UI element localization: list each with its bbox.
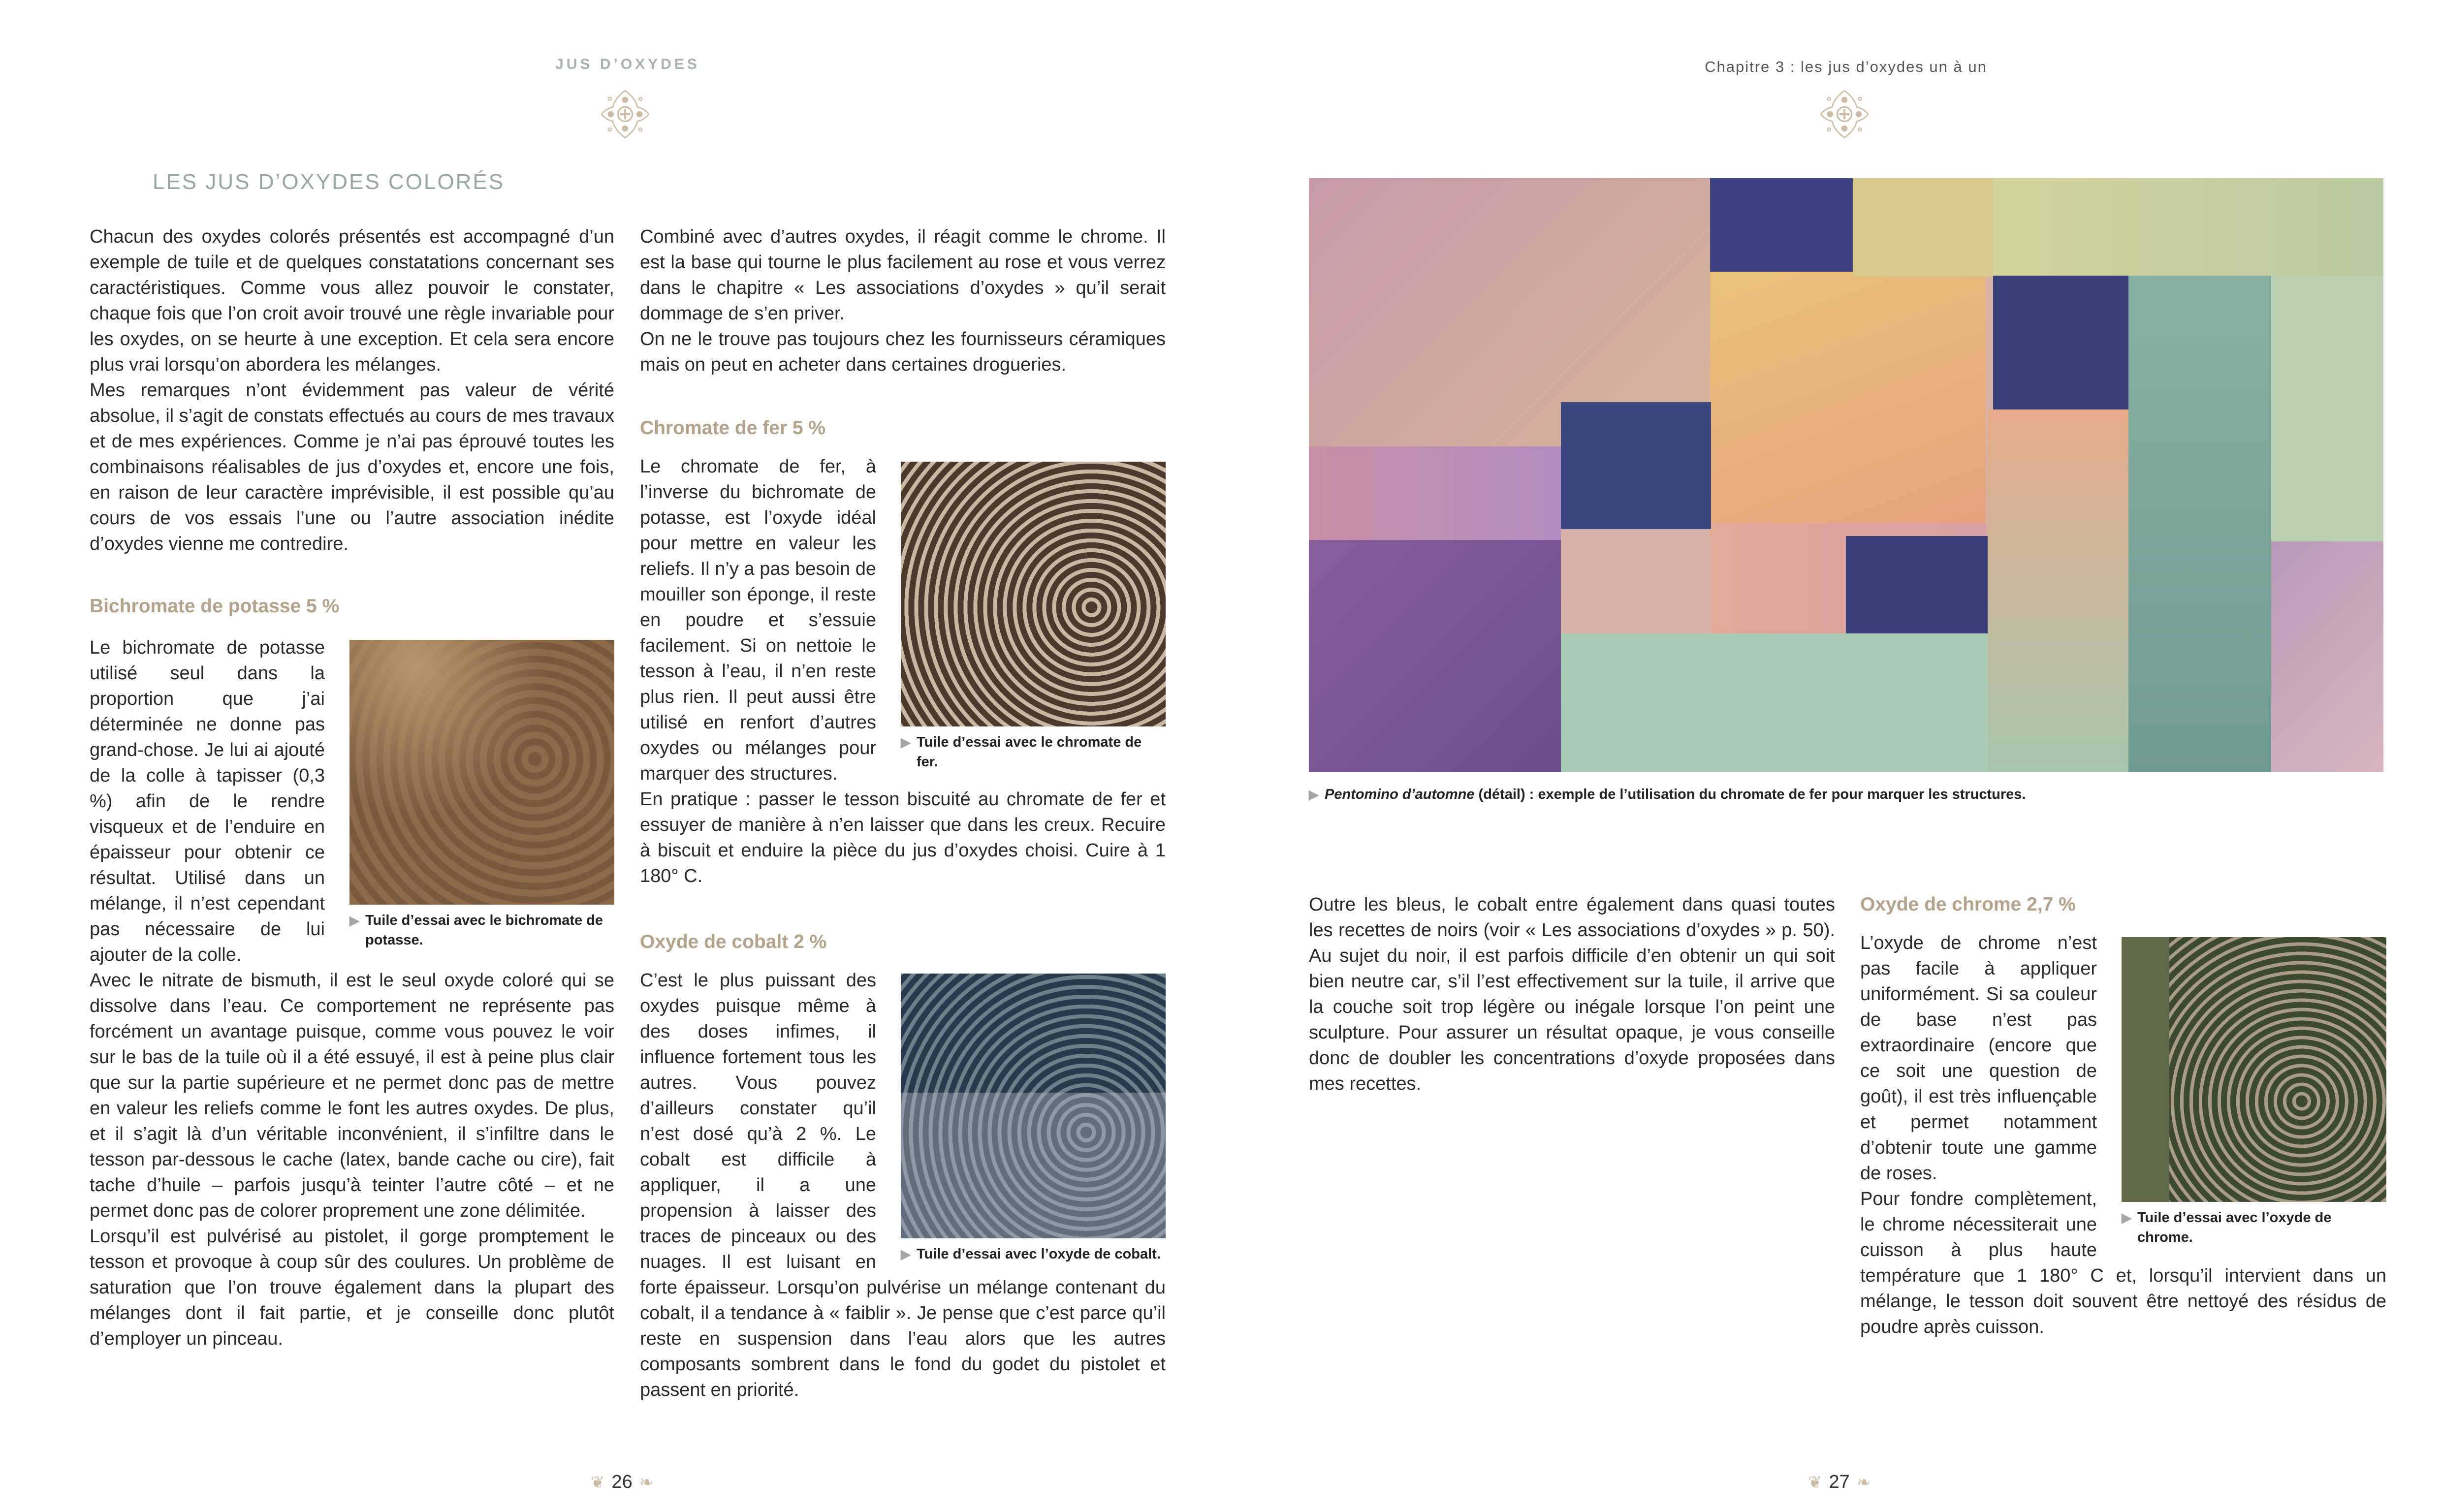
section-title: LES JUS D’OXYDES COLORÉS: [153, 170, 505, 194]
ornament-icon: [1819, 89, 1870, 140]
paragraph: L’oxyde de chrome n’est pas facile à appliquer uniformément. Si sa couleur de base n’est pas extraordinaire (encore que ce soit une question de goût), il est très influençable et permet notamment d’obtenir toute une gamme de roses.: [1860, 933, 2097, 1184]
paragraph: Lorsqu’il est pulvérisé au pistolet, il gorge promptement le tesson et provoque à coup sûr des coulures. Un problème de saturation que l’on trouve également dans la plupart des mélanges dont il fait partie, et je conseille donc plutôt d’employer un pinceau.: [90, 1226, 614, 1349]
heading-cobalt: Oxyde de cobalt 2 %: [640, 931, 827, 952]
left-col2-chromate: [640, 454, 1166, 889]
paragraph: C’est le plus puissant des oxydes puisque même à des doses infimes, il influence fortement tous les autres. Vous pouvez d’ailleurs constater qu’il n’est dosé qu’à 2 %. Le cobalt est difficile à appliquer, il a une propension à laisser des traces de pinceaux ou des nuages. Il est luisant en forte épaisseur. Lorsqu’on pulvérise un mélange contenant du cobalt, il a tendance à « faiblir ». Je pense que c’est parce qu’il reste en suspension dans l’eau alors que les autres composants sombrent dans le fond du godet du pistolet et passent en priorité.: [640, 970, 1166, 1400]
figure-caption: Tuile d’essai avec le chromate de fer.: [917, 734, 1142, 770]
figure-caption: Tuile d’essai avec l’oxyde de cobalt.: [917, 1246, 1161, 1262]
photo-pentomino: [1309, 178, 2383, 772]
photo-chrome-tile: [2122, 937, 2386, 1202]
page-number-right: [1808, 1472, 1871, 1493]
triangle-icon: ▶: [1309, 787, 1319, 802]
paragraph: Outre les bleus, le cobalt entre également dans quasi toutes les recettes de noirs (voir « Les associations d’oxydes » p. 50). Au sujet du noir, il est parfois difficile d’en obtenir un qui soit bien neutre car, s’il l’est effectivement sur la tuile, il arrive que la couche soit trop légère ou inégale lorsque l’on peint une sculpture. Pour assurer un résultat opaque, je vous conseille donc de doubler les concentrations d’oxyde proposées dans mes recettes.: [1309, 894, 1835, 1094]
triangle-icon: ▶: [901, 735, 911, 750]
figure-caption: Tuile d’essai avec le bichromate de potasse.: [365, 913, 603, 948]
figure-chrome: [2122, 937, 2386, 1247]
running-head-right: Chapitre 3 : les jus d’oxydes un à un: [1705, 58, 1987, 75]
figure-chromate: [901, 462, 1166, 772]
paragraph: Le chromate de fer, à l’inverse du bichromate de potasse, est l’oxyde idéal pour mettre en valeur les reliefs. Il n’y a pas besoin de mouiller son éponge, il reste en poudre et s’essuie facilement. Si on nettoie le tesson à l’eau, il n’en reste plus rien. Il peut aussi être utilisé en renfort d’autres oxydes ou mélanges pour marquer des structures.: [640, 456, 876, 784]
figure-caption: Tuile d’essai avec l’oxyde de chrome.: [2137, 1210, 2332, 1245]
heading-chrome: Oxyde de chrome 2,7 %: [1860, 894, 2076, 915]
paragraph: Combiné avec d’autres oxydes, il réagit comme le chrome. Il est la base qui tourne le plus facilement au rose et vous verrez dans le chapitre « Les associations d’oxydes » qu’il serait dommage de s’en priver.: [640, 226, 1166, 324]
figure-bichromate: [349, 640, 614, 950]
leaf-ornament-icon: ❧: [1856, 1473, 1871, 1492]
caption-text: (détail) : exemple de l’utilisation du chromate de fer pour marquer les structures.: [1474, 787, 2026, 802]
paragraph: En pratique : passer le tesson biscuité au chromate de fer et essuyer de manière à n’en laisser que dans les creux. Recuire à biscuit et enduire la pièce du jus d’oxydes choisi. Cuire à 1 180° C.: [640, 789, 1166, 886]
left-col2-cobalt: [640, 968, 1166, 1403]
paragraph: Avec le nitrate de bismuth, il est le seul oxyde coloré qui se dissolve dans l’eau. Ce comportement ne représente pas forcément un avantage puisque, comme vous pouvez le voir sur le bas de la tuile où il a été essuyé, il est à peine plus clair que sur la partie supérieure et ne permet donc pas de mettre en valeur les reliefs comme le font les autres oxydes. De plus, et il s’agit là d’un véritable inconvénient, il s’infiltre dans le tesson par-dessous le cache (latex, bande cache ou cire), fait tache d’huile – parfois jusqu’à teinter l’autre côté – et ne permet donc pas de colorer proprement une zone délimitée.: [90, 970, 614, 1221]
triangle-icon: ▶: [349, 913, 359, 928]
paragraph: Pour fondre complètement, le chrome nécessiterait une cuisson à plus haute température que 1 180° C et, lorsqu’il intervient dans un mélange, le tesson doit souvent être nettoyé des résidus de poudre après cuisson.: [1860, 1189, 2386, 1337]
heading-bichromate: Bichromate de potasse 5 %: [90, 596, 340, 617]
triangle-icon: ▶: [2122, 1210, 2131, 1225]
paragraph: Chacun des oxydes colorés présentés est accompagné d’un exemple de tuile et de quelques constatations concernant ses caractéristiques. Comme vous allez pouvoir le constater, chaque fois que l’on croit avoir trouvé une règle invariable pour les oxydes, on se heurte à une exception. Et cela sera encore plus vrai lorsqu’on abordera les mélanges.: [90, 226, 614, 375]
right-col1: [1309, 892, 1835, 1097]
main-photo-caption: [1309, 787, 2026, 803]
photo-cobalt-tile: [901, 974, 1166, 1238]
left-col1-bichromate: [90, 635, 614, 1352]
leaf-ornament-icon: ❧: [639, 1473, 654, 1492]
paragraph: Mes remarques n’ont évidemment pas valeur de vérité absolue, il s’agit de constats effectués au cours de mes travaux et de mes expériences. Comme je n’ai pas éprouvé toutes les combinaisons réalisables de jus d’oxydes et, encore une fois, en raison de leur caractère imprévisible, il est possible qu’au cours de vos essais l’une ou l’autre association inédite d’oxydes vienne me contredire.: [90, 380, 615, 554]
paragraph: Le bichromate de potasse utilisé seul dans la proportion que j’ai déterminée ne donne pas grand-chose. Je lui ai ajouté de la colle à tapisser (0,3 %) afin de le rendre visqueux et de l’enduire en épaisseur pour obtenir ce résultat. Utilisé dans un mélange, il n’est cependant pas nécessaire de lui ajouter de la colle.: [90, 637, 325, 965]
running-head-left: JUS D’OXYDES: [555, 56, 700, 72]
figure-cobalt: [901, 974, 1166, 1264]
triangle-icon: ▶: [901, 1247, 911, 1261]
heading-chromate: Chromate de fer 5 %: [640, 417, 826, 439]
paragraph: On ne le trouve pas toujours chez les fournisseurs céramiques mais on peut en acheter dans certaines drogueries.: [640, 329, 1166, 375]
page-number: 26: [611, 1472, 633, 1492]
left-col1-intro: [90, 224, 614, 557]
photo-chromate-tile: [901, 462, 1166, 726]
ornament-icon: [600, 89, 651, 140]
caption-title: Pentomino d’automne: [1325, 787, 1475, 802]
page-number: 27: [1829, 1472, 1850, 1492]
photo-bichromate-tile: [349, 640, 614, 905]
right-col2: [1860, 930, 2386, 1340]
page-number-left: [591, 1472, 653, 1493]
left-col2-intro: [640, 224, 1166, 378]
leaf-ornament-icon: ❦: [1808, 1473, 1822, 1492]
leaf-ornament-icon: ❦: [591, 1473, 605, 1492]
